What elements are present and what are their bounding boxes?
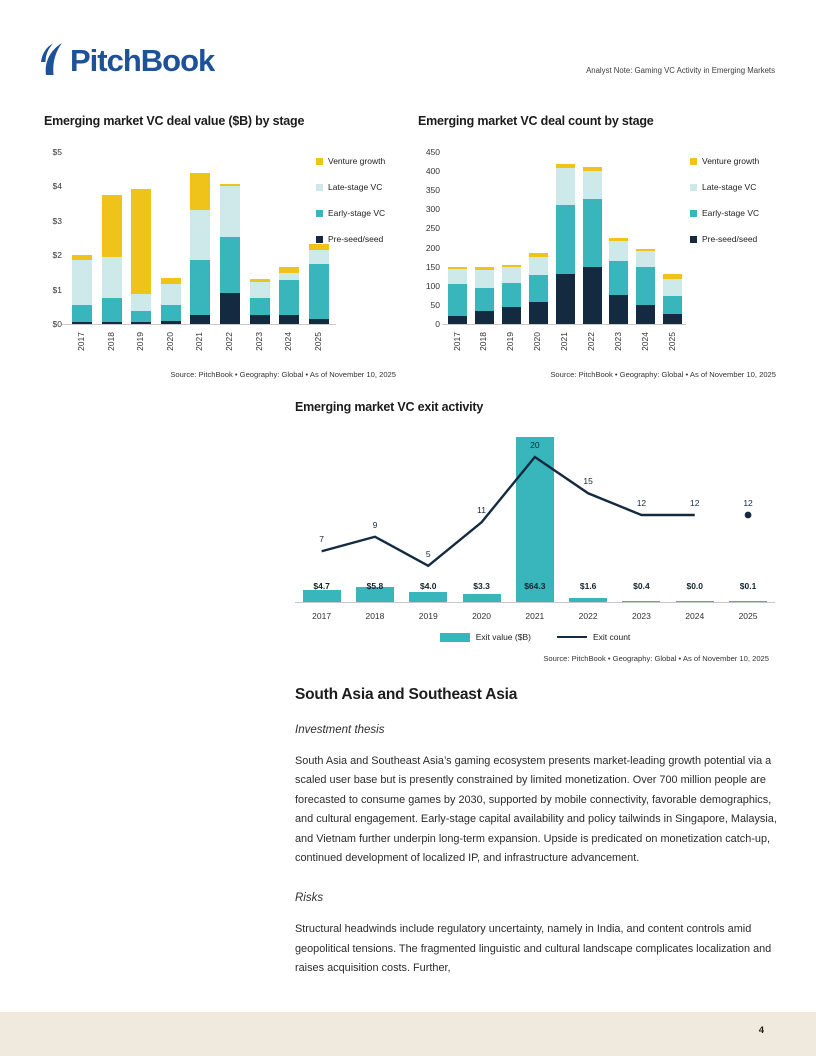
x-axis-label: 2017 — [76, 332, 86, 351]
bar-segment-late-stage-vc — [556, 168, 575, 204]
y-axis-tick: 100 — [425, 280, 440, 291]
subsection-label-investment-thesis: Investment thesis — [295, 724, 385, 736]
x-axis-label: 2021 — [194, 332, 205, 351]
legend-swatch — [690, 158, 697, 165]
y-axis-tick: 50 — [430, 299, 440, 310]
bar-segment-venture-growth — [72, 255, 92, 260]
exit-value-label: $0.0 — [686, 581, 704, 591]
exit-value-bar — [729, 601, 767, 602]
bar-segment-early-stage-vc — [583, 199, 602, 268]
exit-value-bar — [303, 590, 341, 602]
bar-segment-early-stage-vc — [663, 296, 682, 314]
exit-value-bar — [676, 601, 714, 602]
bar-segment-pre-seed-seed — [190, 315, 210, 324]
bar-segment-late-stage-vc — [161, 284, 181, 305]
investment-thesis-paragraph: South Asia and Southeast Asia’s gaming ecosystem presents market-leading growth potential via a scaled user base but is presently constrained by limited monetization. Over 700 million people are forecasted to consume games by 2030, supported by mobile connectivity, favorable demographics, and cultural engagement. Early-stage capital availability and policy tailwinds in Singapore, Malaysia, and Vietnam further underpin long-term expansion. Upside is predicated on monetization catch-up, continued development of localized IP, and infrastructure advancement. — [295, 755, 777, 865]
bar-segment-pre-seed-seed — [475, 311, 494, 324]
bar-segment-venture-growth — [475, 267, 494, 270]
x-axis-label: 2025 — [738, 611, 758, 621]
exit-value-label: $5.8 — [366, 581, 384, 591]
legend-item — [690, 182, 756, 192]
report-title: Analyst Note: Gaming VC Activity in Emerging Markets — [586, 66, 775, 75]
chart-source: Source: PitchBook • Geography: Global • As of November 10, 2025 — [543, 654, 769, 663]
x-axis-label: 2020 — [532, 332, 543, 351]
legend-swatch-exit-value — [440, 633, 470, 642]
legend-swatch — [316, 210, 323, 217]
exit-value-bar — [516, 437, 554, 602]
x-axis-label: 2021 — [559, 332, 570, 351]
bar-segment-late-stage-vc — [663, 279, 682, 296]
bar-segment-pre-seed-seed — [131, 322, 151, 324]
chart-deal-value-by-stage — [44, 114, 400, 386]
legend-label: Late-stage VC — [328, 182, 383, 192]
x-axis-line — [295, 602, 775, 603]
bar-segment-venture-growth — [529, 253, 548, 257]
bar-segment-pre-seed-seed — [556, 274, 575, 324]
risks-paragraph: Structural headwinds include regulatory uncertainty, namely in India, and content controls amid geopolitical tensions. The fragmented linguistic and cultural landscape complicates localization and raises acquisition costs. Further, — [295, 923, 772, 975]
bar-segment-late-stage-vc — [609, 241, 628, 261]
plot-area — [44, 114, 400, 386]
bar-segment-late-stage-vc — [309, 250, 329, 264]
bar-segment-late-stage-vc — [502, 267, 521, 282]
bar-segment-late-stage-vc — [131, 294, 151, 311]
plot-area — [418, 114, 778, 386]
y-axis-tick: $2 — [52, 250, 62, 261]
legend-label: Pre-seed/seed — [702, 234, 758, 244]
exit-value-bar — [463, 594, 501, 602]
exit-value-label: $1.6 — [579, 581, 597, 591]
legend-swatch-exit-count — [557, 636, 587, 639]
bar-segment-pre-seed-seed — [72, 322, 92, 324]
chart-exit-activity — [295, 398, 775, 676]
section-heading: South Asia and Southeast Asia — [295, 686, 518, 703]
x-axis-label: 2019 — [505, 332, 516, 351]
logo-wordmark: PitchBook — [70, 43, 215, 78]
exit-value-label: $0.1 — [739, 581, 757, 591]
y-axis-tick: 450 — [425, 147, 440, 157]
bar-segment-pre-seed-seed — [663, 314, 682, 324]
y-axis-tick: 400 — [425, 166, 440, 177]
x-axis-label: 2023 — [612, 332, 623, 351]
body-text-column — [295, 686, 777, 1003]
x-axis-label: 2018 — [105, 332, 116, 351]
bar-segment-pre-seed-seed — [102, 322, 122, 324]
x-axis-label: 2019 — [418, 611, 438, 621]
exit-count-dot — [745, 512, 752, 519]
bar-segment-early-stage-vc — [475, 288, 494, 311]
bar-segment-venture-growth — [131, 189, 151, 294]
x-axis-label: 2017 — [312, 611, 332, 621]
bar-segment-early-stage-vc — [448, 284, 467, 316]
bar-segment-early-stage-vc — [250, 298, 270, 315]
bar-segment-venture-growth — [636, 249, 655, 252]
bar-segment-early-stage-vc — [609, 261, 628, 295]
bar-segment-early-stage-vc — [220, 237, 240, 293]
legend-label: Venture growth — [328, 156, 386, 166]
x-axis-label: 2025 — [666, 332, 677, 351]
bar-segment-venture-growth — [220, 184, 240, 186]
chart-title: Emerging market VC exit activity — [295, 400, 484, 414]
exit-count-label: 9 — [372, 519, 378, 530]
y-axis-tick: $0 — [52, 319, 62, 329]
bar-segment-pre-seed-seed — [448, 316, 467, 324]
chart-source: Source: PitchBook • Geography: Global • As of November 10, 2025 — [170, 370, 396, 379]
bar-segment-early-stage-vc — [131, 311, 151, 321]
chart-title: Emerging market VC deal value ($B) by stage — [44, 114, 305, 128]
legend-item-exit-count — [557, 632, 630, 642]
bar-segment-late-stage-vc — [448, 269, 467, 284]
legend-label: Exit count — [592, 632, 631, 642]
bar-segment-pre-seed-seed — [636, 305, 655, 324]
exit-value-bar — [622, 601, 660, 602]
exit-value-bar — [409, 592, 447, 602]
exit-value-label: $4.7 — [313, 581, 330, 591]
bar-segment-pre-seed-seed — [529, 302, 548, 324]
y-axis-tick: 150 — [425, 261, 440, 272]
legend-swatch — [316, 158, 323, 165]
bar-segment-venture-growth — [309, 244, 329, 250]
bar-segment-venture-growth — [102, 195, 122, 257]
bar-segment-late-stage-vc — [279, 273, 299, 280]
exit-count-label: 12 — [690, 498, 700, 508]
legend-label: Early-stage VC — [328, 208, 386, 218]
exit-value-label: $3.3 — [473, 581, 490, 591]
x-axis-label: 2019 — [135, 332, 146, 351]
bar-segment-early-stage-vc — [636, 267, 655, 304]
y-axis-tick: $1 — [52, 284, 62, 295]
bar-segment-venture-growth — [609, 238, 628, 241]
exit-value-label: $64.3 — [524, 581, 546, 591]
x-axis-label: 2020 — [164, 332, 175, 351]
bar-segment-early-stage-vc — [556, 205, 575, 275]
bar-segment-late-stage-vc — [250, 282, 270, 297]
y-axis-tick: 350 — [425, 185, 440, 196]
chart-source: Source: PitchBook • Geography: Global • As of November 10, 2025 — [550, 370, 776, 379]
legend-item — [316, 208, 385, 218]
bar-segment-early-stage-vc — [161, 305, 181, 321]
pitchbook-logo — [40, 42, 214, 76]
bar-segment-pre-seed-seed — [250, 315, 270, 324]
bar-segment-late-stage-vc — [475, 270, 494, 288]
chart-legend — [295, 632, 775, 642]
bar-segment-early-stage-vc — [190, 260, 210, 314]
bar-segment-pre-seed-seed — [609, 295, 628, 324]
pitchbook-sail-icon — [40, 42, 66, 76]
legend-item — [316, 156, 385, 166]
y-axis-tick: 0 — [435, 319, 440, 329]
bar-segment-venture-growth — [161, 278, 181, 285]
x-axis-label: 2024 — [685, 611, 705, 621]
bar-segment-venture-growth — [583, 167, 602, 172]
bar-segment-early-stage-vc — [102, 298, 122, 322]
chart-deal-count-by-stage — [418, 114, 778, 386]
bar-segment-late-stage-vc — [220, 186, 240, 237]
bar-segment-late-stage-vc — [102, 257, 122, 298]
bar-segment-late-stage-vc — [190, 210, 210, 260]
bar-segment-pre-seed-seed — [220, 293, 240, 324]
x-axis-label: 2020 — [472, 611, 491, 621]
legend-swatch — [316, 184, 323, 191]
bar-segment-venture-growth — [663, 274, 682, 279]
bar-segment-early-stage-vc — [279, 280, 299, 314]
legend-item — [316, 234, 383, 244]
exit-value-label: $4.0 — [419, 581, 437, 591]
exit-count-label: 20 — [530, 440, 540, 450]
legend-label: Early-stage VC — [702, 208, 760, 218]
legend-swatch — [690, 184, 697, 191]
legend-item — [690, 208, 759, 218]
x-axis-label: 2021 — [525, 611, 545, 621]
bar-segment-venture-growth — [448, 267, 467, 270]
x-axis-label: 2025 — [312, 332, 323, 351]
legend-label: Venture growth — [702, 156, 760, 166]
bar-segment-early-stage-vc — [529, 275, 548, 302]
bar-segment-pre-seed-seed — [583, 267, 602, 324]
bar-segment-late-stage-vc — [636, 251, 655, 267]
legend-swatch — [690, 236, 697, 243]
bar-segment-pre-seed-seed — [161, 321, 181, 324]
exit-count-label: 7 — [319, 534, 324, 545]
bar-segment-pre-seed-seed — [309, 319, 329, 324]
subsection-label-risks: Risks — [295, 892, 324, 905]
x-axis-label: 2022 — [578, 611, 598, 621]
page-number: 4 — [758, 1025, 764, 1036]
y-axis-tick: 300 — [425, 204, 440, 215]
x-axis-label: 2024 — [283, 332, 294, 351]
bar-segment-late-stage-vc — [529, 257, 548, 275]
legend-label: Exit value ($B) — [475, 632, 531, 642]
bar-segment-venture-growth — [556, 164, 575, 169]
page-footer — [0, 1012, 816, 1056]
legend-item — [316, 182, 382, 192]
bar-segment-venture-growth — [279, 267, 299, 274]
y-axis-tick: 200 — [425, 242, 440, 253]
bar-segment-venture-growth — [190, 173, 210, 211]
legend-swatch — [690, 210, 697, 217]
legend-label: Pre-seed/seed — [328, 234, 384, 244]
x-axis-line — [62, 324, 336, 325]
y-axis-tick: $3 — [52, 215, 62, 226]
legend-item-exit-value — [440, 632, 531, 642]
bar-segment-pre-seed-seed — [279, 315, 299, 324]
exit-count-label: 12 — [743, 498, 753, 508]
x-axis-label: 2018 — [365, 611, 385, 621]
exit-count-label: 12 — [636, 498, 647, 508]
x-axis-label: 2018 — [478, 332, 489, 351]
legend-swatch — [316, 236, 323, 243]
legend-label: Late-stage VC — [702, 182, 757, 192]
exit-count-label: 15 — [583, 476, 593, 487]
bar-segment-late-stage-vc — [72, 260, 92, 305]
x-axis-label: 2024 — [639, 332, 650, 351]
y-axis-tick: 250 — [425, 223, 440, 234]
exit-count-label: 11 — [477, 505, 486, 516]
x-axis-label: 2017 — [451, 332, 462, 351]
bar-segment-early-stage-vc — [72, 305, 92, 322]
bar-segment-pre-seed-seed — [502, 307, 521, 324]
bar-segment-early-stage-vc — [309, 264, 329, 319]
legend-item — [690, 156, 759, 166]
exit-value-bar — [569, 598, 607, 602]
chart-title: Emerging market VC deal count by stage — [418, 114, 654, 128]
bar-segment-late-stage-vc — [583, 171, 602, 199]
x-axis-line — [442, 324, 686, 325]
x-axis-label: 2023 — [253, 332, 264, 351]
y-axis-tick: $4 — [52, 181, 62, 192]
bar-segment-venture-growth — [250, 279, 270, 282]
exit-count-label: 5 — [425, 548, 431, 559]
x-axis-label: 2022 — [224, 332, 234, 351]
legend-item — [690, 234, 757, 244]
y-axis-tick: $5 — [52, 147, 62, 157]
bar-segment-venture-growth — [502, 265, 521, 268]
bar-segment-early-stage-vc — [502, 283, 521, 307]
x-axis-label: 2023 — [631, 611, 651, 621]
x-axis-label: 2022 — [586, 332, 596, 351]
exit-value-label: $0.4 — [633, 581, 650, 591]
